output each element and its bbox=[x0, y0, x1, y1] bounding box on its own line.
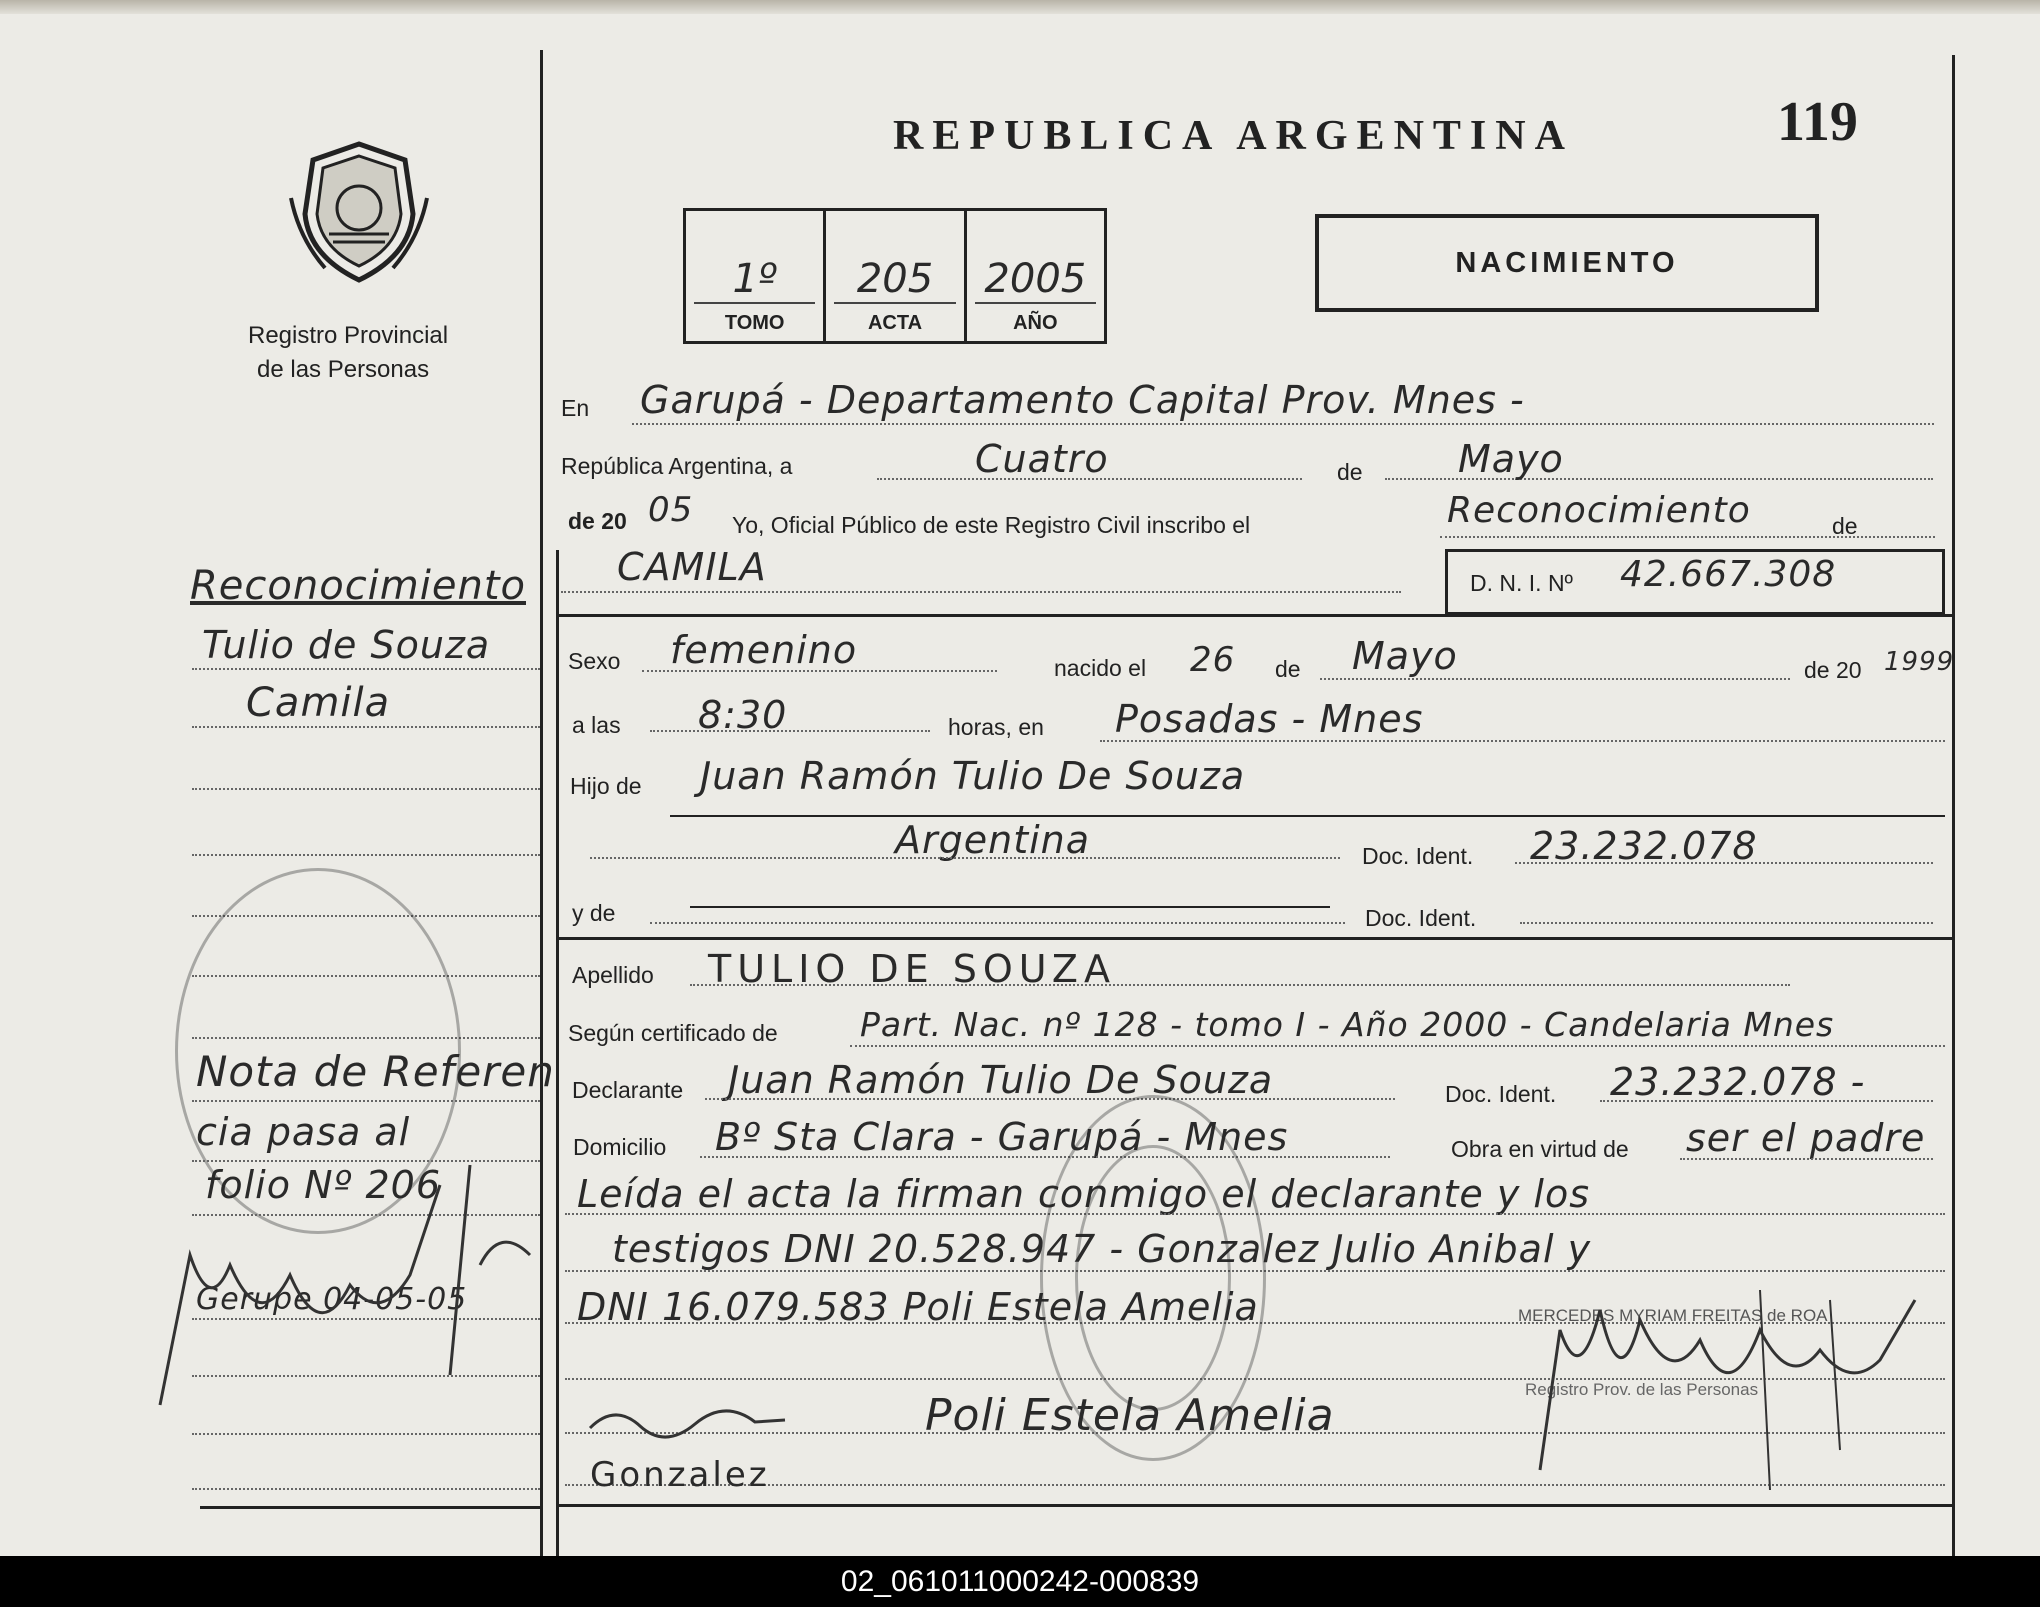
father-nationality-value: Argentina bbox=[895, 818, 1091, 862]
margin-rule-2 bbox=[192, 726, 540, 728]
hijo-label: Hijo de bbox=[570, 773, 642, 799]
obra-line bbox=[1680, 1158, 1933, 1160]
witness-signature-2: Gonzalez bbox=[590, 1455, 770, 1495]
bottom-rule bbox=[556, 1504, 1952, 1507]
month-value: Mayo bbox=[1458, 437, 1564, 481]
ano-value: 2005 bbox=[975, 256, 1096, 304]
domicilio-value: Bº Sta Clara - Garupá - Mnes bbox=[715, 1115, 1289, 1159]
margin-rule-8 bbox=[192, 1100, 540, 1102]
registry-seal-inner bbox=[1075, 1145, 1231, 1411]
nacido-label: nacido el bbox=[1054, 655, 1147, 681]
margin-title: Reconocimiento bbox=[190, 563, 526, 609]
birth-month-value: Mayo bbox=[1352, 634, 1458, 678]
declarante-value: Juan Ramón Tulio De Souza bbox=[728, 1058, 1274, 1102]
sexo-label: Sexo bbox=[568, 648, 621, 674]
child-name-value: CAMILA bbox=[617, 545, 767, 589]
domicilio-label: Domicilio bbox=[573, 1134, 667, 1160]
margin-name-2: Camila bbox=[246, 680, 391, 726]
dni-label: D. N. I. Nº bbox=[1470, 570, 1573, 596]
father-doc-value: 23.232.078 bbox=[1530, 824, 1758, 868]
margin-rule-1 bbox=[192, 668, 540, 670]
en-label: En bbox=[561, 395, 590, 421]
margin-signature bbox=[150, 1145, 550, 1425]
alas-label: a las bbox=[572, 712, 621, 738]
certificate-line bbox=[850, 1045, 1945, 1047]
provincial-seal-icon bbox=[285, 138, 433, 288]
year-suffix: 05 bbox=[648, 490, 694, 530]
country-title: REPUBLICA ARGENTINA bbox=[893, 113, 1574, 159]
father-name-value: Juan Ramón Tulio De Souza bbox=[700, 754, 1246, 798]
tomo-cell bbox=[686, 211, 826, 341]
official-stamp-sub: Registro Prov. de las Personas bbox=[1525, 1380, 1759, 1399]
day-value: Cuatro bbox=[975, 437, 1109, 481]
birth-month-line bbox=[1320, 678, 1790, 680]
surname-value: TULIO DE SOUZA bbox=[708, 947, 1116, 991]
obra-value: ser el padre bbox=[1686, 1116, 1926, 1160]
mother-line bbox=[690, 906, 1330, 908]
page-edge bbox=[0, 0, 2040, 14]
text-line-3: DNI 16.079.583 Poli Estela Amelia bbox=[577, 1285, 1259, 1329]
file-id-footer: 02_061011000242-000839 bbox=[0, 1556, 2040, 1607]
official-stamp: MERCEDES MYRIAM FREITAS de ROA bbox=[1518, 1306, 1828, 1325]
de-suffix: de bbox=[1832, 513, 1858, 539]
apellido-label: Apellido bbox=[572, 962, 654, 988]
tomo-label: TOMO bbox=[724, 312, 785, 334]
text-line-2: testigos DNI 20.528.947 - Gonzalez Julio Anibal y bbox=[612, 1227, 1592, 1271]
office-name-line2: de las Personas bbox=[257, 356, 430, 383]
margin-note-line-3: folio Nº 206 bbox=[205, 1163, 442, 1207]
section-divider-1 bbox=[556, 614, 1952, 617]
declarante-doc-line bbox=[1600, 1100, 1933, 1102]
dni-box bbox=[1445, 549, 1945, 615]
segun-label: Según certificado de bbox=[568, 1020, 778, 1046]
witness-signature-1: Poli Estela Amelia bbox=[925, 1390, 1335, 1441]
mother-doc-line bbox=[1520, 922, 1933, 924]
act-kind-value: Reconocimiento bbox=[1447, 490, 1751, 531]
margin-bottom-rule bbox=[200, 1506, 540, 1509]
declarante-line bbox=[705, 1098, 1395, 1100]
place-line bbox=[632, 423, 1934, 425]
right-border bbox=[1952, 55, 1955, 1556]
horas-label: horas, en bbox=[948, 714, 1044, 740]
birth-place-value: Posadas - Mnes bbox=[1115, 697, 1424, 741]
margin-rule-14 bbox=[192, 1488, 540, 1490]
mother-dots bbox=[650, 922, 1345, 924]
text-line-1: Leída el acta la firman conmigo el declarante y los bbox=[577, 1172, 1591, 1216]
margin-name-1: Tulio de Souza bbox=[202, 623, 491, 667]
sexo-line bbox=[642, 670, 997, 672]
yo-text: Yo, Oficial Público de este Registro Civil inscribo el bbox=[732, 512, 1251, 538]
declarante-doc-value: 23.232.078 - bbox=[1610, 1060, 1866, 1104]
margin-rule-13 bbox=[192, 1433, 540, 1435]
official-signature bbox=[1520, 1270, 1940, 1500]
margin-date: Gerupe 04-05-05 bbox=[196, 1282, 468, 1317]
page-number: 119 bbox=[1777, 91, 1858, 153]
record-id-box bbox=[683, 208, 1107, 344]
left-rule bbox=[556, 550, 559, 1556]
birth-year-value: 1999 bbox=[1884, 647, 1955, 677]
de-label-2: de bbox=[1275, 656, 1301, 682]
acta-cell bbox=[826, 211, 966, 341]
birth-time-value: 8:30 bbox=[698, 693, 788, 737]
tomo-value: 1º bbox=[694, 256, 815, 304]
ano-label: AÑO bbox=[1013, 312, 1058, 334]
domicilio-line bbox=[700, 1156, 1390, 1158]
dni-value: 42.667.308 bbox=[1620, 554, 1837, 595]
act-kind-line bbox=[1440, 536, 1935, 538]
acta-value: 205 bbox=[834, 256, 955, 304]
ano-cell bbox=[967, 211, 1104, 341]
certificate-value: Part. Nac. nº 128 - tomo I - Año 2000 - Candelaria Mnes bbox=[860, 1005, 1835, 1044]
declarante-label: Declarante bbox=[572, 1077, 684, 1103]
margin-note-line-1: Nota de Referen bbox=[196, 1047, 555, 1096]
margin-note-line-2: cia pasa al bbox=[196, 1110, 411, 1154]
margin-rule-4 bbox=[192, 854, 540, 856]
section-divider-2 bbox=[556, 937, 1952, 940]
de-label: de bbox=[1337, 459, 1363, 485]
time-line bbox=[650, 730, 930, 732]
birth-year-label: de 20 bbox=[1804, 657, 1862, 683]
doc-label-2: Doc. Ident. bbox=[1365, 905, 1477, 931]
doc-label: Doc. Ident. bbox=[1362, 843, 1474, 869]
record-type-box: NACIMIENTO bbox=[1315, 214, 1819, 312]
acta-label: ACTA bbox=[867, 312, 923, 334]
child-name-line bbox=[561, 591, 1401, 593]
witness-scribble bbox=[585, 1398, 795, 1448]
yde-label: y de bbox=[572, 900, 616, 926]
office-name-line1: Registro Provincial bbox=[248, 322, 449, 349]
obra-label: Obra en virtud de bbox=[1451, 1136, 1629, 1162]
nationality-line bbox=[590, 857, 1340, 859]
father-line bbox=[670, 815, 1945, 817]
father-doc-line bbox=[1515, 862, 1933, 864]
republica-label: República Argentina, a bbox=[561, 453, 793, 479]
margin-rule-3 bbox=[192, 788, 540, 790]
birth-day-value: 26 bbox=[1190, 640, 1236, 680]
sexo-value: femenino bbox=[670, 628, 858, 672]
doc-label-3: Doc. Ident. bbox=[1445, 1081, 1557, 1107]
place-value: Garupá - Departamento Capital Prov. Mnes - bbox=[640, 378, 1525, 422]
year-prefix: de 20 bbox=[568, 508, 627, 534]
surname-line bbox=[690, 984, 1790, 986]
